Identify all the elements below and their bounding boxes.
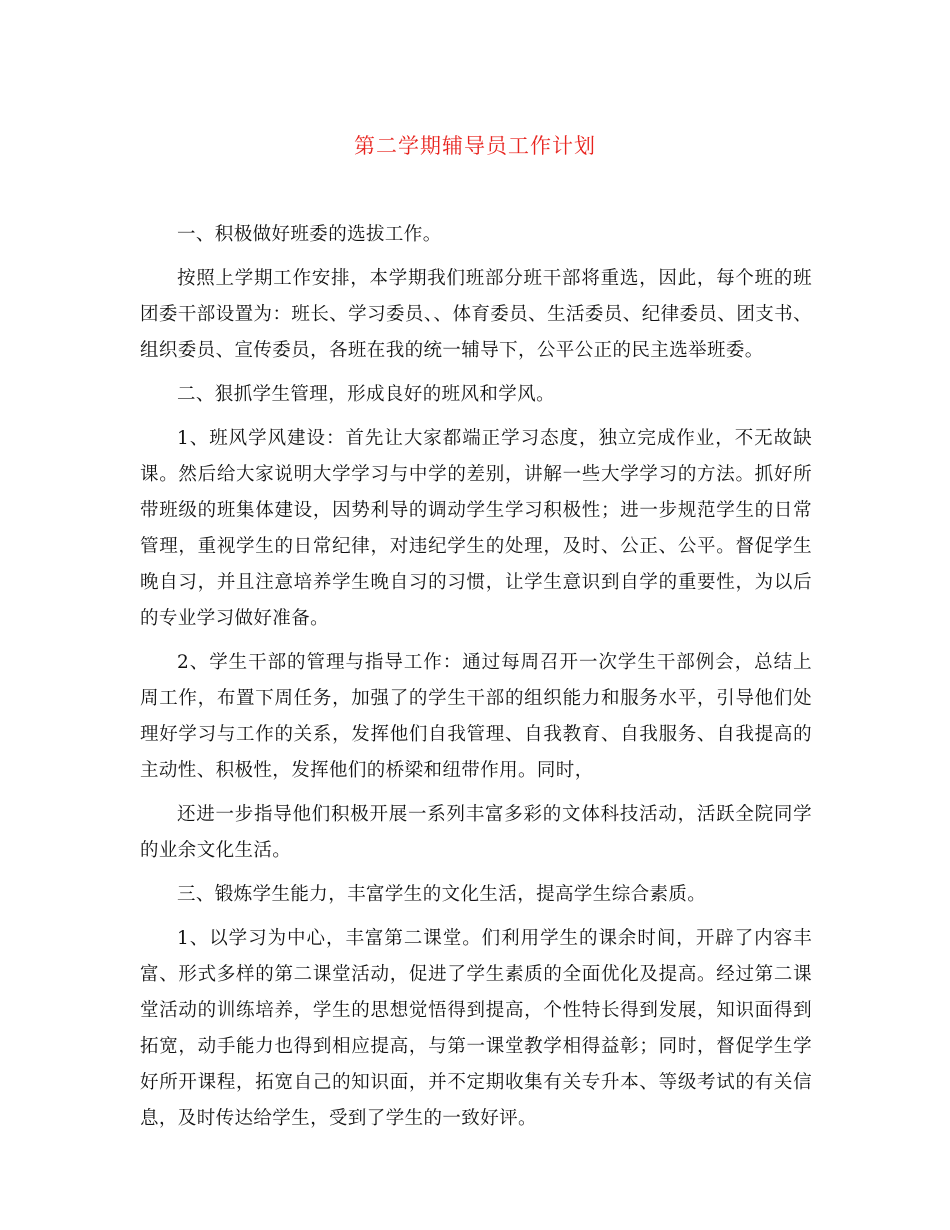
document-title: 第二学期辅导员工作计划 (354, 134, 596, 158)
paragraph-class-committee: 按照上学期工作安排，本学期我们班部分班干部将重选，因此，每个班的班团委干部设置为：班长、学习委员、、体育委员、生活委员、纪律委员、团支书、组织委员、宣传委员，各班在我的统一辅导下，公平公正的民主选举班委。 (140, 268, 812, 361)
section-heading-2: 二、狠抓学生管理，形成良好的班风和学风。 (177, 384, 556, 405)
section-heading-3: 三、锻炼学生能力，丰富学生的文化生活，提高学生综合素质。 (177, 884, 707, 905)
document-body (140, 217, 812, 1145)
paragraph-student-cadres: 2、学生干部的管理与指导工作：通过每周召开一次学生干部例会，总结上周工作，布置下周任务，加强了的学生干部的组织能力和服务水平，引导他们处理好学习与工作的关系，发挥他们自我管理、自我教育、自我服务、自我提高的主动性、积极性，发挥他们的桥梁和纽带作用。同时， (140, 652, 812, 781)
paragraph-second-classroom: 1、以学习为中心，丰富第二课堂。们利用学生的课余时间，开辟了内容丰富、形式多样的第二课堂活动，促进了学生素质的全面优化及提高。经过第二课堂活动的训练培养，学生的思想觉悟得到提高，个性特长得到发展，知识面得到拓宽，动手能力也得到相应提高，与第一课堂教学相得益彰；同时，督促学生学好所开课程，拓宽自己的知识面，并不定期收集有关专升本、等级考试的有关信息，及时传达给学生，受到了学生的一致好评。 (140, 928, 812, 1129)
paragraph-class-style: 1、班风学风建设：首先让大家都端正学习态度，独立完成作业，不无故缺课。然后给大家说明大学学习与中学的差别，讲解一些大学学习的方法。抓好所带班级的班集体建设，因势利导的调动学生学习积极性；进一步规范学生的日常管理，重视学生的日常纪律，对违纪学生的处理，及时、公正、公平。督促学生晚自习，并且注意培养学生晚自习的习惯，让学生意识到自学的重要性，为以后的专业学习做好准备。 (140, 428, 812, 629)
paragraph-activities: 还进一步指导他们积极开展一系列丰富多彩的文体科技活动，活跃全院同学的业余文化生活。 (140, 804, 812, 861)
section-heading-1: 一、积极做好班委的选拔工作。 (177, 224, 442, 245)
